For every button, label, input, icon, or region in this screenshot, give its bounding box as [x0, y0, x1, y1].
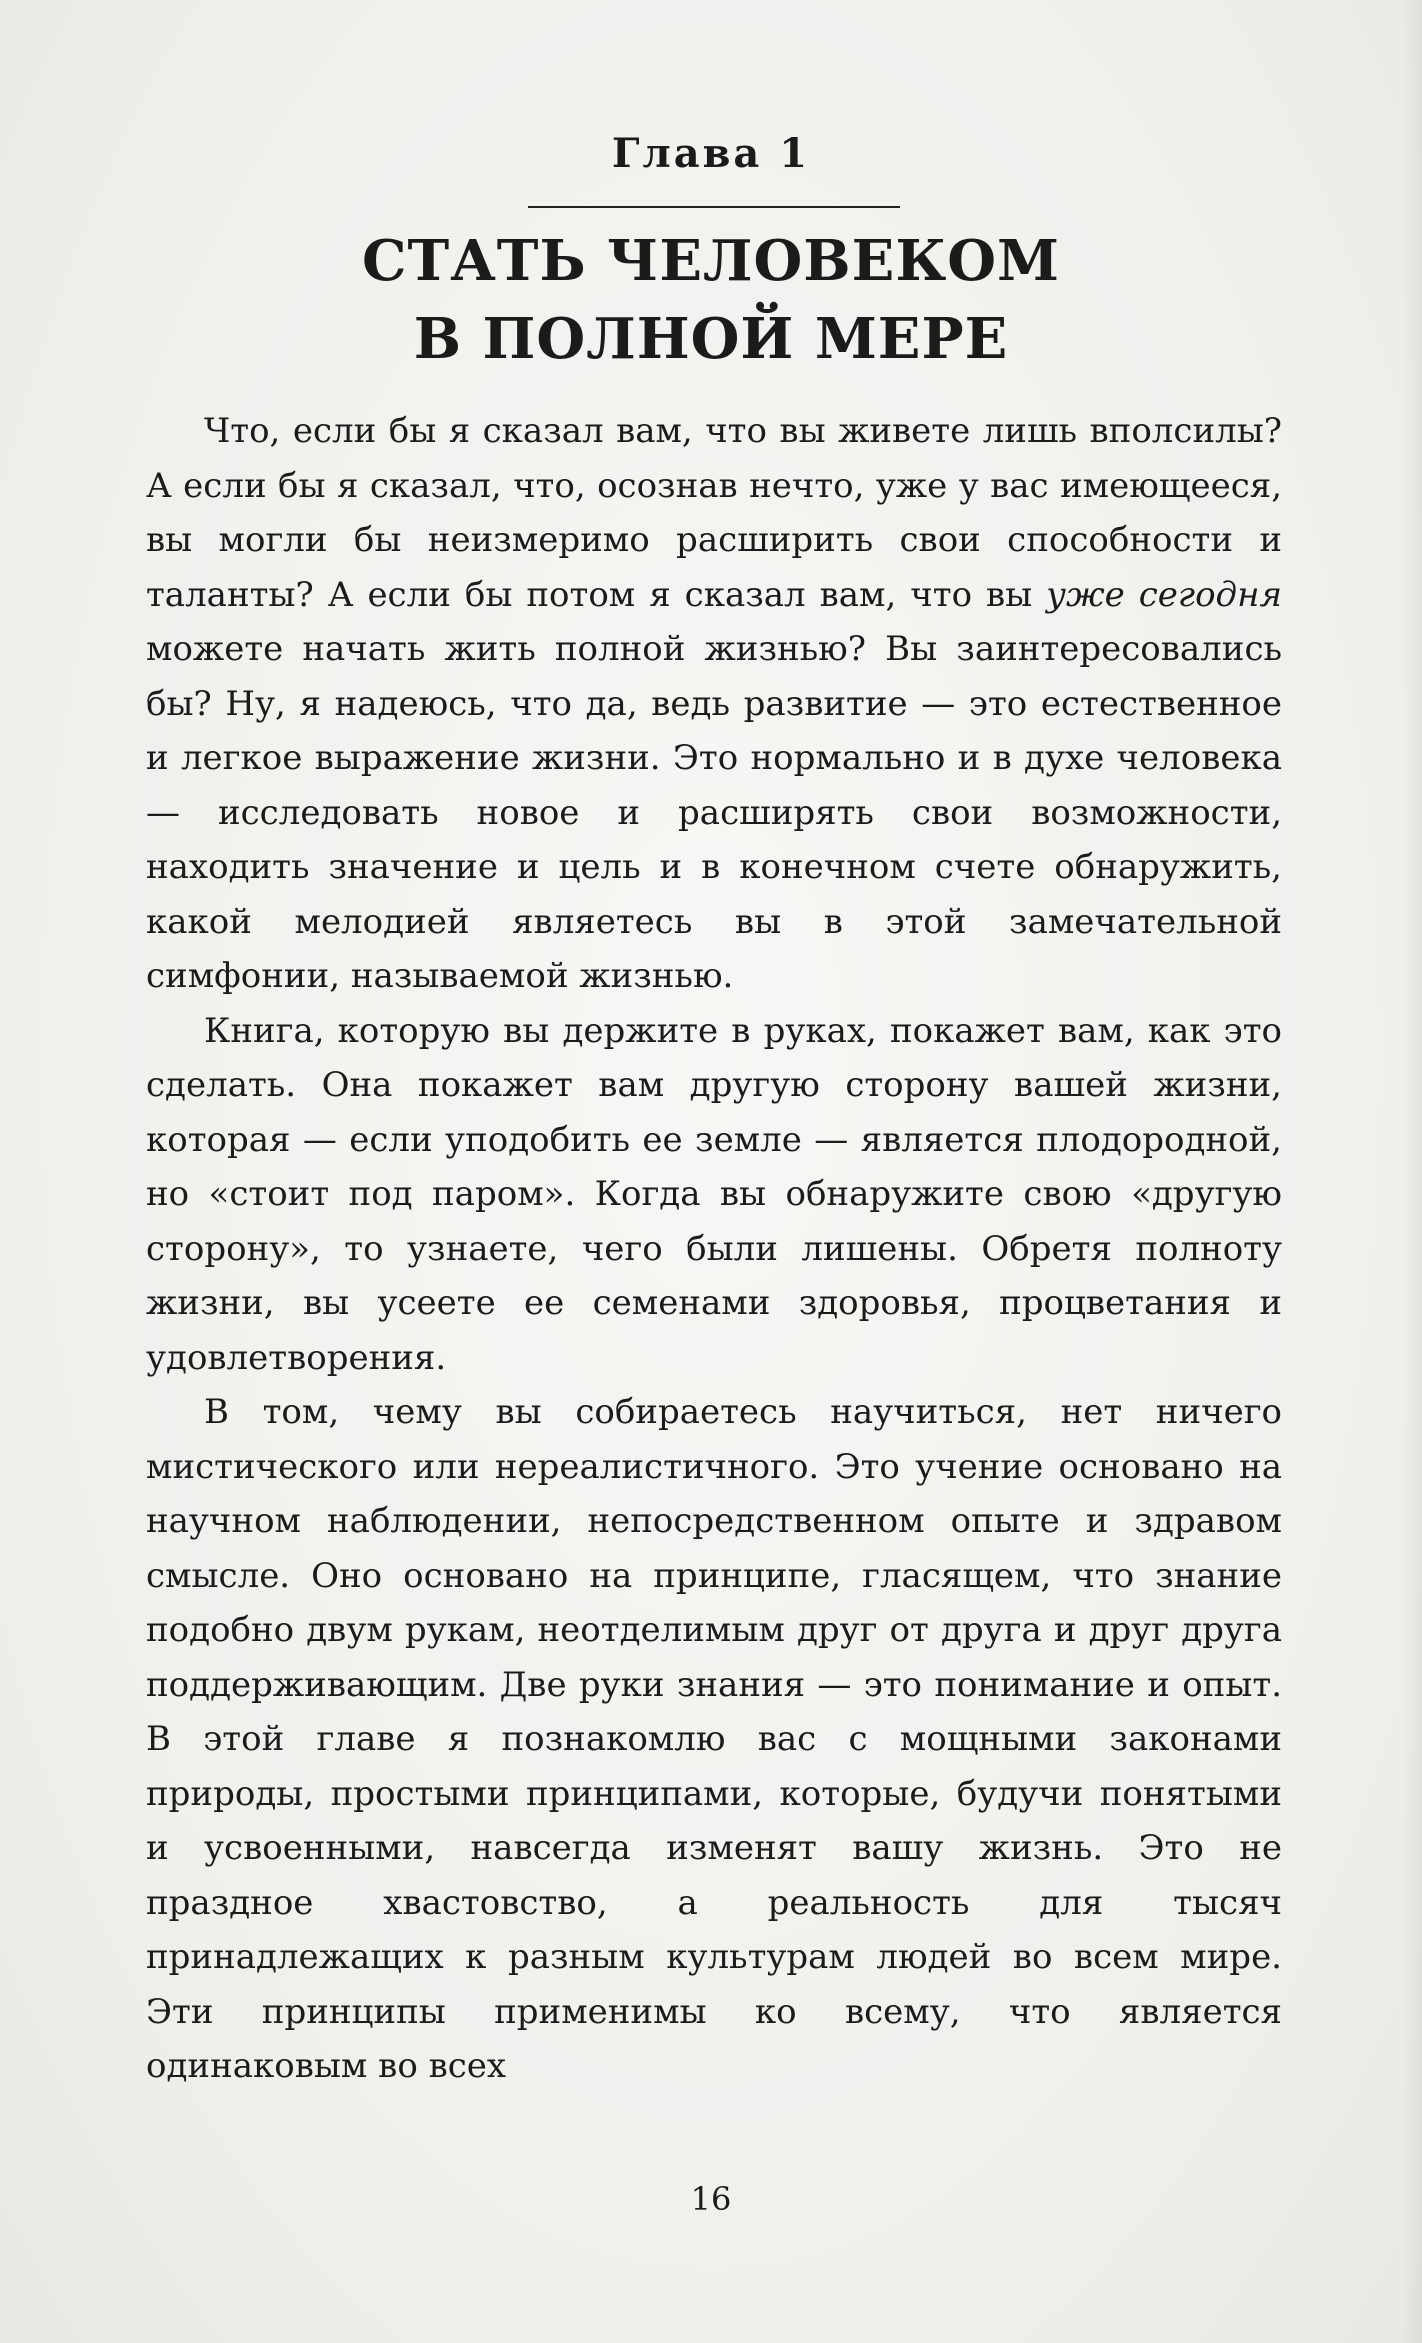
page-edge-shadow — [1402, 0, 1422, 2343]
paragraph-1-end: можете начать жить полной жизнью? Вы заинтересовались бы? Ну, я надеюсь, что да, ведь развитие — это естественное и легкое выражение жизни. Это нормально и в духе человека — исследовать новое и расширять свои возможности, находить значение и цель и в конечном счете обнаружить, какой мелодией являетесь вы в этой замечательной симфонии, называемой жизнью. — [146, 629, 1282, 996]
chapter-title-line-1: СТАТЬ ЧЕЛОВЕКОМ — [361, 228, 1061, 294]
paragraph-2: Книга, которую вы держите в руках, покажет вам, как это сделать. Она покажет вам другую сторону вашей жизни, которая — если уподобить ее земле — является плодородной, но «стоит под паром». Когда вы обнаружите свою «другую сторону», то узнаете, чего были лишены. Обретя полноту жизни, вы усеете ее семенами здоровья, процветания и удовлетворения. — [146, 1010, 1282, 1378]
paragraph-1-start: Что, если бы я сказал вам, что вы живете лишь вполсилы? А если бы я сказал, что, осознав нечто, уже у вас имеющееся, вы могли бы неизмеримо расширить свои способности и таланты? А если бы потом я сказал вам, что вы — [146, 411, 1282, 615]
chapter-label: Глава 1 — [611, 130, 811, 177]
page-number: 16 — [690, 2180, 732, 2218]
chapter-divider — [528, 206, 900, 208]
chapter-title — [0, 222, 1422, 378]
paragraph-3: В том, чему вы собираетесь научиться, нет ничего мистического или нереалистичного. Это учение основано на научном наблюдении, непосредственном опыте и здравом смысле. Оно основано на принципе, гласящем, что знание подобно двум рукам, неотделимым друг от друга и друг друга поддерживающим. Две руки знания — это понимание и опыт. В этой главе я познакомлю вас с мощными законами природы, простыми принципами, которые, будучи понятыми и усвоенными, навсегда изменят вашу жизнь. Это не праздное хвастовство, а реальность для тысяч принадлежащих к разным культурам людей во всем мире. Эти принципы применимы ко всему, что является одинаковым во всех — [146, 1392, 1282, 2086]
body-text — [146, 404, 1282, 2094]
paragraph-1 — [146, 404, 1282, 1004]
chapter-title-line-2: В ПОЛНОЙ МЕРЕ — [413, 306, 1009, 372]
paragraph-1-emphasis: уже сегодня — [1046, 574, 1282, 615]
